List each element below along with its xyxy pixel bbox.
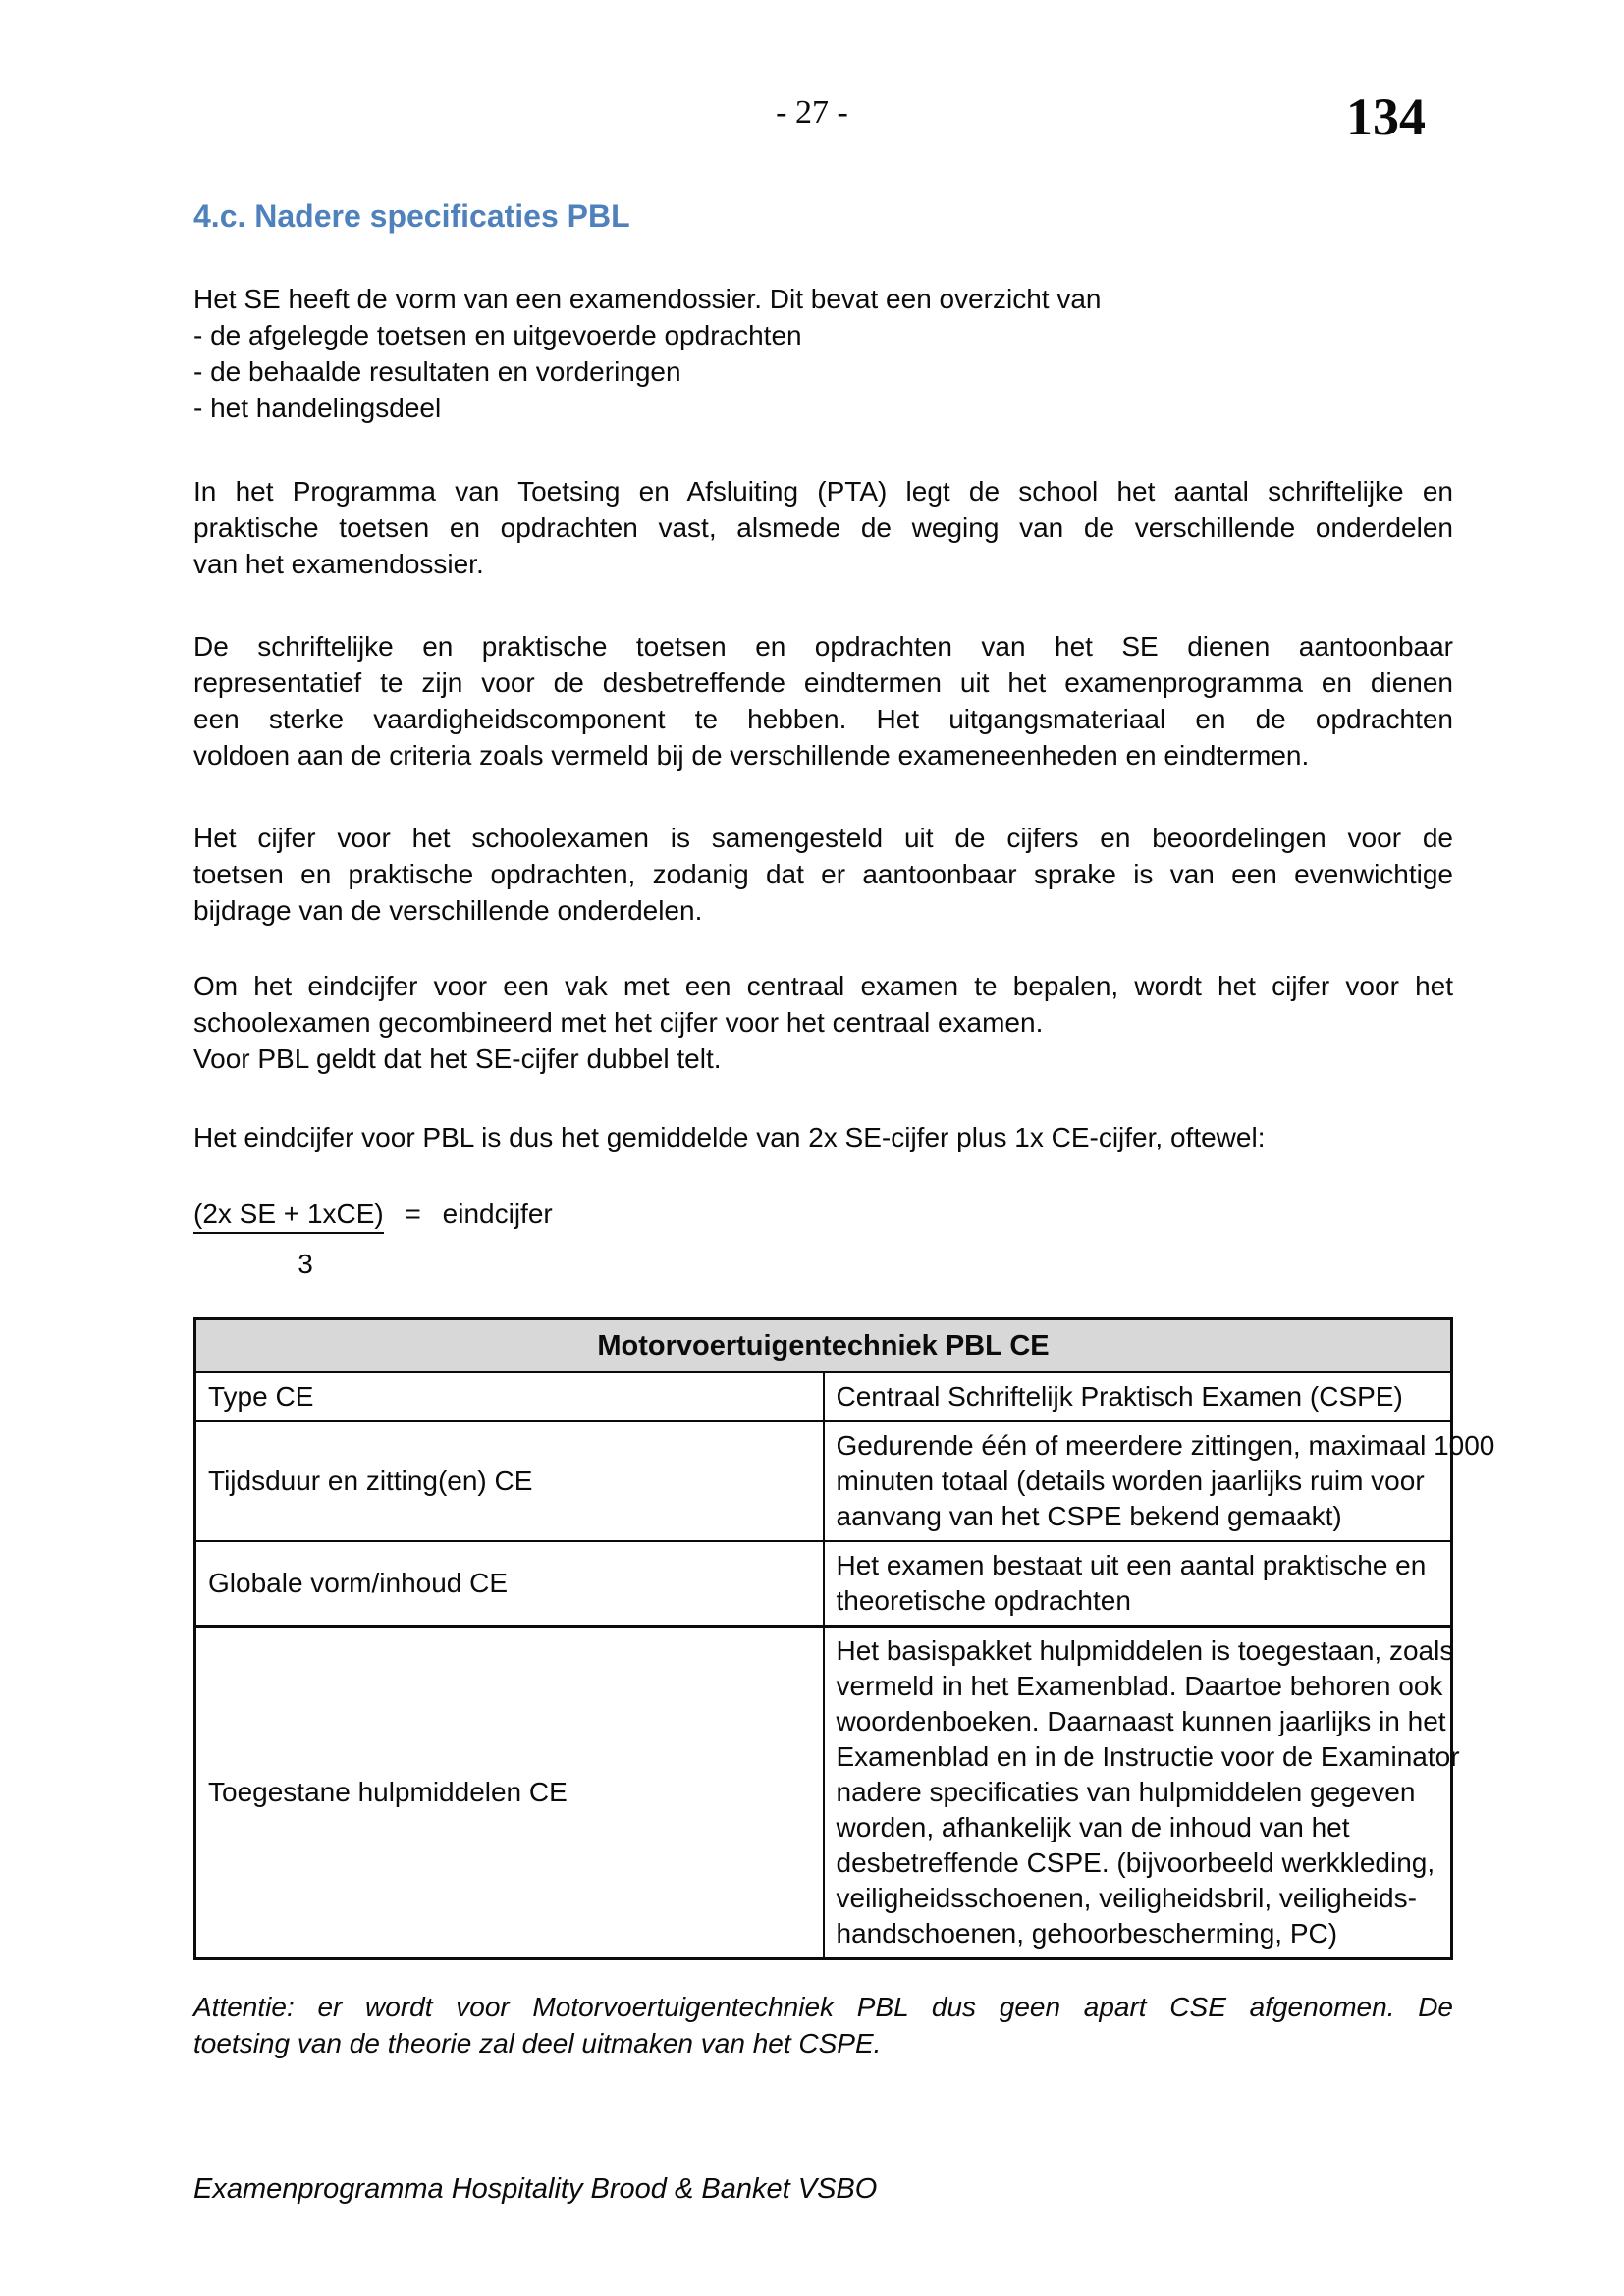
list-item: - de afgelegde toetsen en uitgevoerde opdrachten — [193, 320, 802, 350]
row-value — [824, 1372, 1452, 1421]
value-line: vermeld in het Examenblad. Daartoe behoren ook — [836, 1671, 1443, 1701]
row-value — [824, 1541, 1452, 1627]
note-line: Attentie: er wordt voor Motorvoertuigentechniek PBL dus geen apart CSE afgenomen. De — [193, 1992, 1453, 2022]
value-line: veiligheidsschoenen, veiligheidsbril, veiligheids- — [836, 1883, 1417, 1913]
corner-page-number: 134 — [1346, 87, 1426, 146]
section-heading: 4.c. Nadere specificaties PBL — [193, 198, 630, 234]
value-line: Centraal Schriftelijk Praktisch Examen (CSPE) — [836, 1381, 1403, 1412]
formula-numerator: (2x SE + 1xCE) — [193, 1199, 384, 1234]
value-line: handschoenen, gehoorbescherming, PC) — [836, 1918, 1338, 1949]
paragraph-line: De schriftelijke en praktische toetsen en opdrachten van het SE dienen aantoonbaar — [193, 631, 1453, 662]
value-line: minuten totaal (details worden jaarlijks ruim voor — [836, 1466, 1425, 1496]
value-line: woordenboeken. Daarnaast kunnen jaarlijks in het — [836, 1706, 1446, 1736]
document-footer: Examenprogramma Hospitality Brood & Banket VSBO — [193, 2173, 878, 2205]
row-value — [824, 1627, 1460, 1959]
paragraph-line: schoolexamen gecombineerd met het cijfer voor het centraal examen. — [193, 1007, 1044, 1038]
paragraph-line: Het SE heeft de vorm van een examendossier. Dit bevat een overzicht van — [193, 284, 1102, 314]
list-item: - het handelingsdeel — [193, 393, 442, 423]
ce-specification-table — [193, 1317, 1495, 1960]
formula — [193, 1196, 1453, 1282]
value-line: Gedurende één of meerdere zittingen, maximaal 1000 — [836, 1430, 1495, 1461]
paragraph-eindcijfer — [193, 968, 1453, 1077]
row-label: Tijdsduur en zitting(en) CE — [195, 1421, 824, 1541]
formula-equals-sign: = — [405, 1199, 421, 1229]
paragraph-toetsen-se — [193, 628, 1453, 774]
row-label: Type CE — [195, 1372, 824, 1421]
page-number: - 27 - — [776, 94, 848, 131]
paragraph-line: een sterke vaardigheidscomponent te hebben. Het uitgangsmateriaal en de opdrachten — [193, 704, 1453, 734]
row-label: Globale vorm/inhoud CE — [195, 1541, 824, 1627]
table-header-row — [195, 1319, 1452, 1373]
row-label: Toegestane hulpmiddelen CE — [195, 1627, 824, 1959]
paragraph-gemiddelde — [193, 1119, 1453, 1155]
paragraph-line: representatief te zijn voor de desbetreffende eindtermen uit het examenprogramma en dienen — [193, 667, 1453, 698]
table-row-globale-vorm — [195, 1541, 1452, 1627]
value-line: worden, afhankelijk van de inhoud van het — [836, 1812, 1350, 1842]
value-line: Examenblad en in de Instructie voor de Examinator — [836, 1741, 1460, 1772]
value-line: aanvang van het CSPE bekend gemaakt) — [836, 1501, 1342, 1531]
paragraph-line: Om het eindcijfer voor een vak met een centraal examen te bepalen, wordt het cijfer voor het — [193, 971, 1453, 1001]
attention-note — [193, 1989, 1453, 2061]
formula-top-line — [193, 1196, 1453, 1232]
paragraph-line: toetsen en praktische opdrachten, zodanig dat er aantoonbaar sprake is van een evenwichtige — [193, 859, 1453, 889]
value-line: theoretische opdrachten — [836, 1585, 1131, 1616]
paragraph-examendossier — [193, 281, 1453, 426]
paragraph-line: bijdrage van de verschillende onderdelen. — [193, 895, 703, 926]
paragraph-line: Het eindcijfer voor PBL is dus het gemiddelde van 2x SE-cijfer plus 1x CE-cijfer, oftewel: — [193, 1122, 1266, 1152]
table-title: Motorvoertuigentechniek PBL CE — [195, 1319, 1452, 1373]
paragraph-line: voldoen aan de criteria zoals vermeld bij de verschillende exameneenheden en eindtermen. — [193, 740, 1310, 771]
table-row-tijdsduur — [195, 1421, 1452, 1541]
list-item: - de behaalde resultaten en vorderingen — [193, 356, 681, 387]
table-row-type-ce — [195, 1372, 1452, 1421]
paragraph-line: van het examendossier. — [193, 549, 484, 579]
paragraph-line: In het Programma van Toetsing en Afsluiting (PTA) legt de school het aantal schriftelijke en — [193, 476, 1453, 507]
value-line: desbetreffende CSPE. (bijvoorbeeld werkkleding, — [836, 1847, 1435, 1878]
formula-result: eindcijfer — [442, 1199, 553, 1229]
paragraph-line: praktische toetsen en opdrachten vast, alsmede de weging van de verschillende onderdelen — [193, 512, 1453, 543]
paragraph-line: Voor PBL geldt dat het SE-cijfer dubbel telt. — [193, 1043, 722, 1074]
value-line: nadere specificaties van hulpmiddelen gegeven — [836, 1777, 1416, 1807]
paragraph-pta — [193, 473, 1453, 582]
table-row-hulpmiddelen — [195, 1627, 1452, 1959]
paragraph-cijfer-schoolexamen — [193, 820, 1453, 929]
note-line: toetsing van de theorie zal deel uitmaken van het CSPE. — [193, 2028, 882, 2058]
value-line: Het examen bestaat uit een aantal praktische en — [836, 1550, 1427, 1580]
value-line: Het basispakket hulpmiddelen is toegestaan, zoals — [836, 1635, 1454, 1666]
formula-denominator: 3 — [298, 1249, 313, 1279]
row-value — [824, 1421, 1495, 1541]
paragraph-line: Het cijfer voor het schoolexamen is samengesteld uit de cijfers en beoordelingen voor de — [193, 823, 1453, 853]
